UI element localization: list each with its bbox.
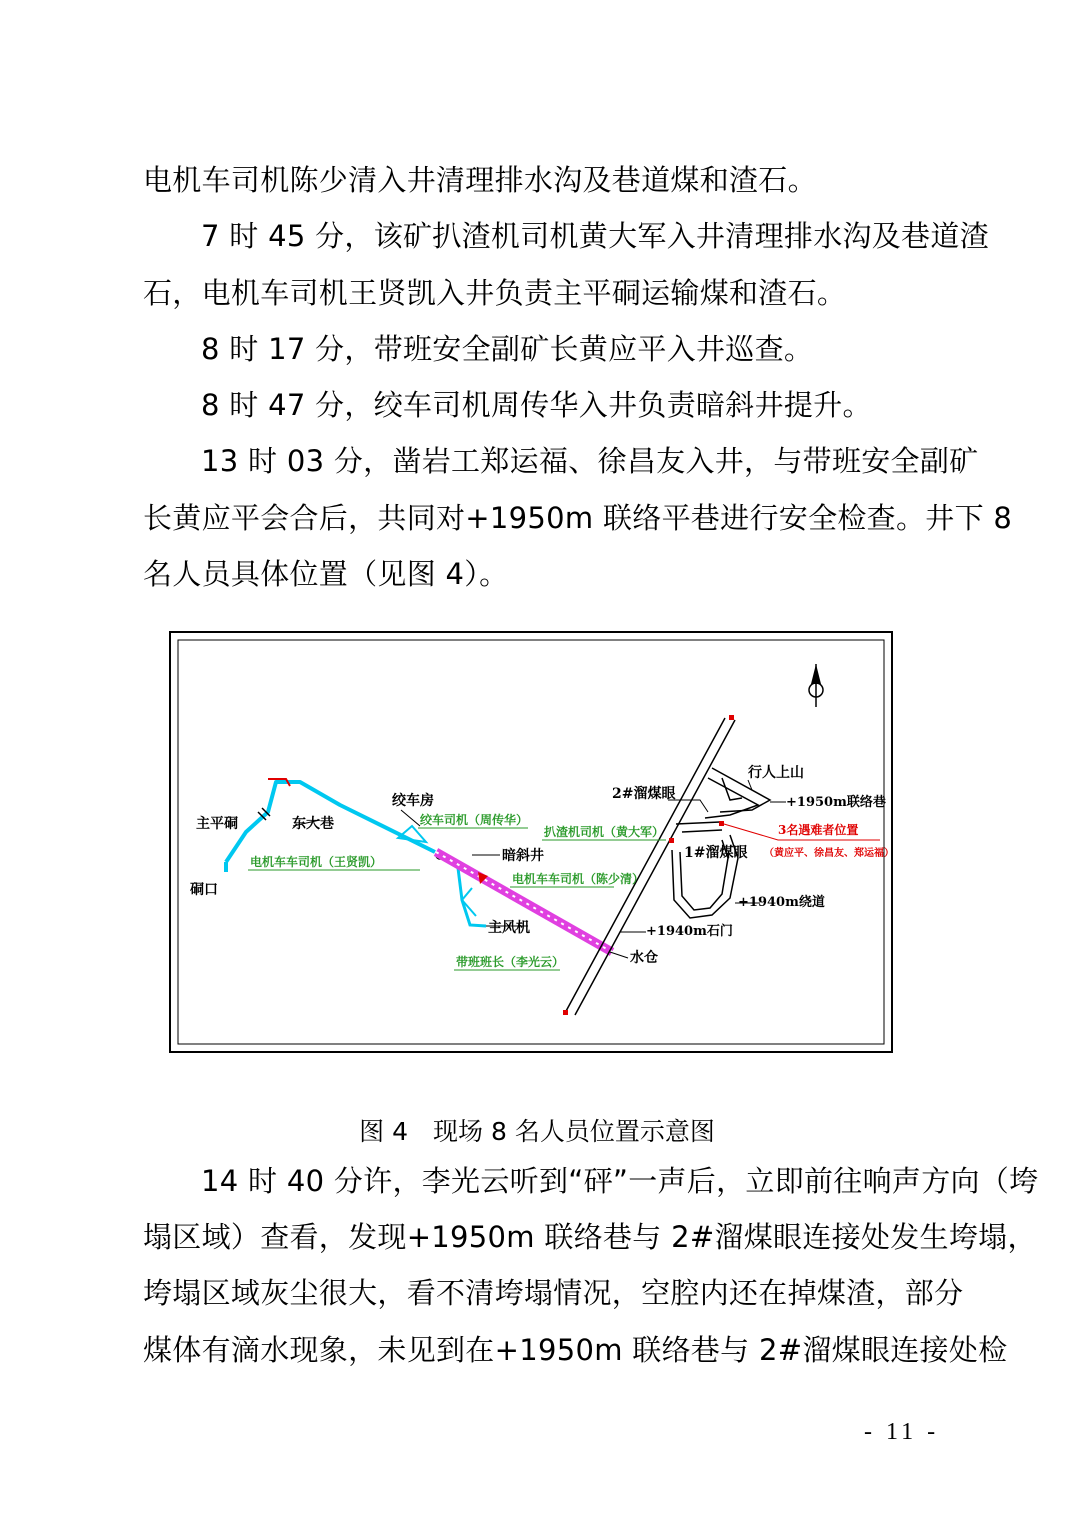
label-connection-1950: +1950m联络巷	[786, 795, 886, 810]
crosscut-lines	[563, 715, 735, 1015]
label-main-adit: 主平硐	[196, 816, 238, 832]
label-bypass-1940: +1940m绕道	[738, 895, 825, 910]
label-coal-chute-2: 2#溜煤眼	[612, 786, 676, 802]
label-pedestrian-uphill: 行人上山	[748, 765, 804, 781]
label-victims-names: （黄应平、徐昌友、郑运福）	[764, 848, 894, 859]
text-line: 7 时 45 分，该矿扒渣机司机黄大军入井清理排水沟及巷道渣	[201, 219, 990, 253]
figure-caption: 图 4 现场 8 名人员位置示意图	[359, 1117, 715, 1146]
north-arrow-icon	[809, 664, 823, 707]
label-sump: 水仓	[630, 950, 658, 966]
text-line: 垮塌区域灰尘很大，看不清垮塌情况，空腔内还在掉煤渣，部分	[143, 1276, 964, 1310]
label-loco-driver-chen: 电机车车司机（陈少清）	[512, 872, 645, 886]
label-victims-title: 3名遇难者位置	[778, 823, 859, 837]
text-line: 塌区域）查看，发现+1950m 联络巷与 2#溜煤眼连接处发生垮塌，	[143, 1220, 1037, 1254]
label-loco-driver-wang: 电机车车司机（王贤凯）	[250, 855, 383, 869]
text-line: 13 时 03 分，凿岩工郑运福、徐昌友入井，与带班安全副矿	[201, 444, 979, 478]
text-line: 8 时 47 分，绞车司机周传华入井负责暗斜井提升。	[201, 388, 872, 422]
text-line: 电机车司机陈少清入井清理排水沟及巷道煤和渣石。	[143, 163, 817, 197]
label-team-leader: 带班班长（李光云）	[456, 955, 565, 969]
text-line: 石，电机车司机王贤凯入井负责主平硐运输煤和渣石。	[143, 276, 847, 310]
text-line: 煤体有滴水现象，未见到在+1950m 联络巷与 2#溜煤眼连接处检	[143, 1333, 1008, 1367]
label-main-fan: 主风机	[488, 920, 530, 936]
text-line: 14 时 40 分许，李光云听到“砰”一声后，立即前往响声方向（垮	[201, 1164, 1039, 1198]
label-adit-mouth: 硐口	[190, 882, 218, 898]
text-line: 8 时 17 分，带班安全副矿长黄应平入井巡查。	[201, 332, 814, 366]
label-east-roadway: 东大巷	[292, 816, 334, 832]
figure-inner-frame	[178, 640, 884, 1044]
label-dark-incline: 暗斜井	[502, 848, 544, 864]
text-line: 长黄应平会合后，共同对+1950m 联络平巷进行安全检查。井下 8	[143, 501, 1013, 535]
label-winch-driver: 绞车司机（周传华）	[420, 813, 529, 827]
figure-outer-frame	[170, 632, 892, 1052]
label-crosscut-1940: +1940m石门	[646, 924, 733, 939]
label-coal-chute-1: 1#溜煤眼	[684, 845, 748, 861]
label-winch-room: 绞车房	[392, 793, 434, 809]
label-scraper-driver: 扒渣机司机（黄大军）	[544, 825, 665, 839]
text-line: 名人员具体位置（见图 4）。	[143, 557, 509, 591]
page-number: - 11 -	[864, 1419, 940, 1445]
